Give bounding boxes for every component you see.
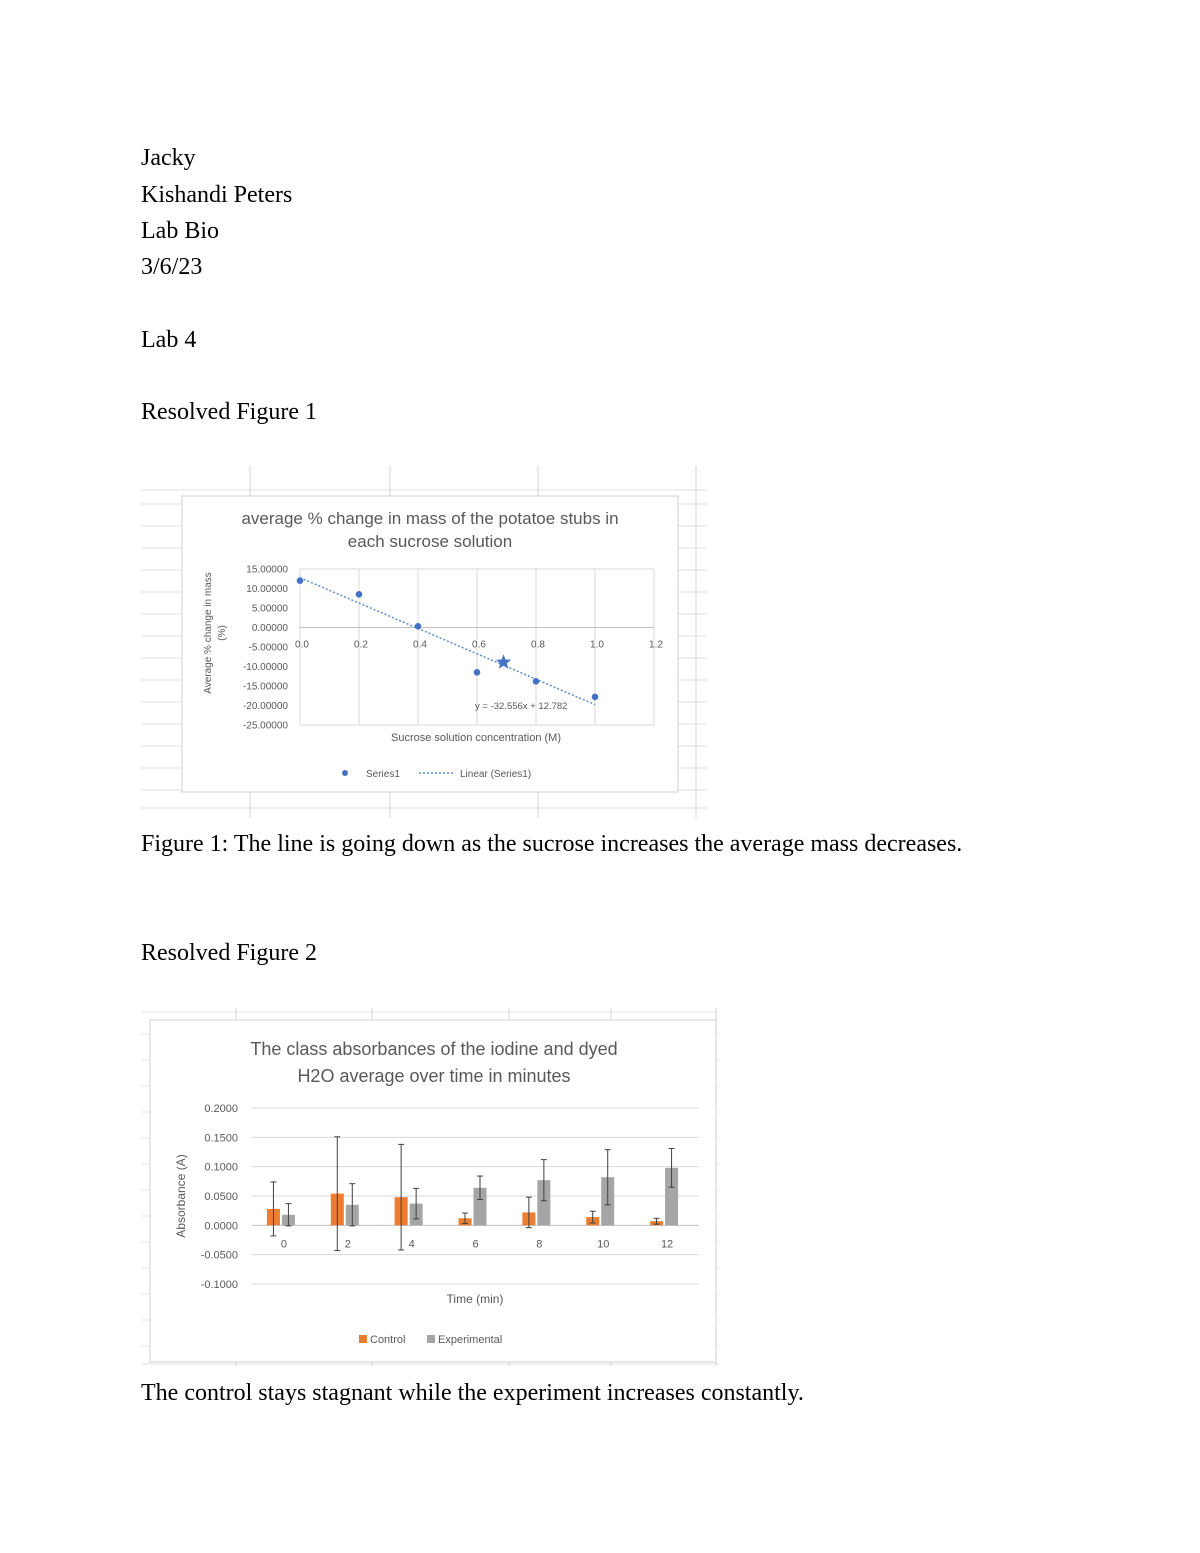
chart2-y-tick-label: 0.1500 bbox=[204, 1132, 238, 1145]
chart2-y-tick-label: 0.1000 bbox=[204, 1161, 238, 1174]
figure1-chart bbox=[141, 466, 707, 818]
chart1-x-tick-label: 1.2 bbox=[649, 639, 663, 651]
chart1-y-tick-label: 5.00000 bbox=[251, 603, 288, 615]
chart1-x-tick-label: 1.0 bbox=[590, 639, 604, 651]
date: 3/6/23 bbox=[141, 254, 203, 280]
legend-control-label: Control bbox=[370, 1334, 406, 1346]
chart1-y-tick-labels bbox=[243, 565, 288, 732]
chart1-y-tick-label: -15.00000 bbox=[242, 681, 288, 693]
chart1-x-tick-label: 0.0 bbox=[295, 639, 309, 651]
chart1-title-line2: each sucrose solution bbox=[347, 532, 513, 551]
legend-experimental-label: Experimental bbox=[438, 1334, 503, 1346]
figure2-image bbox=[141, 1008, 719, 1371]
figure1-caption: Figure 1: The line is going down as the sucrose increases the average mass decreases. bbox=[141, 831, 963, 857]
chart2-x-tick-label: 2 bbox=[344, 1238, 351, 1251]
chart2-y-tick-label: 0.2000 bbox=[204, 1103, 238, 1115]
chart1-data-point bbox=[533, 678, 540, 685]
chart1-x-tick-label: 0.2 bbox=[354, 639, 368, 651]
figure2-caption: The control stays stagnant while the experiment increases constantly. bbox=[141, 1380, 804, 1406]
chart1-data-point bbox=[356, 591, 363, 598]
chart1-data-point bbox=[415, 623, 422, 630]
chart2-y-tick-label: 0.0500 bbox=[204, 1191, 238, 1203]
legend-experimental-marker bbox=[427, 1335, 435, 1343]
chart1-y-axis-label-line2: (%) bbox=[217, 625, 228, 641]
chart1-x-tick-label: 0.4 bbox=[413, 639, 427, 651]
chart2-title-line1: The class absorbances of the iodine and dyed bbox=[250, 1039, 618, 1059]
chart2-title-line2: H2O average over time in minutes bbox=[297, 1066, 571, 1086]
student-name: Jacky bbox=[141, 145, 196, 171]
chart2-x-tick-label: 8 bbox=[536, 1238, 543, 1251]
chart1-y-tick-label: -25.00000 bbox=[242, 720, 288, 732]
chart2-y-axis-label: Absorbance (A) bbox=[174, 1154, 188, 1238]
legend-control-marker bbox=[359, 1335, 367, 1343]
chart2-y-tick-label: -0.1000 bbox=[200, 1279, 238, 1291]
chart1-y-tick-label: -10.00000 bbox=[242, 662, 288, 673]
figure2-heading: Resolved Figure 2 bbox=[141, 940, 317, 966]
chart1-y-axis-label-line1: Average % change in mass bbox=[203, 572, 214, 694]
chart2-x-tick-label: 10 bbox=[597, 1238, 610, 1251]
chart1-y-tick-label: -5.00000 bbox=[248, 642, 288, 654]
figure1-image bbox=[141, 466, 707, 823]
chart1-x-axis-label: Sucrose solution concentration (M) bbox=[391, 732, 561, 744]
lab-title: Lab 4 bbox=[141, 327, 197, 353]
chart2-x-tick-label: 4 bbox=[408, 1238, 415, 1251]
chart1-trendline-equation: y = -32.556x + 12.782 bbox=[475, 701, 568, 712]
chart1-data-point bbox=[592, 694, 599, 701]
chart1-data-point bbox=[297, 577, 304, 584]
chart2-y-tick-label: -0.0500 bbox=[200, 1249, 238, 1262]
chart1-y-tick-label: 15.00000 bbox=[246, 564, 288, 576]
chart2-x-axis-label: Time (min) bbox=[446, 1292, 504, 1306]
chart1-y-tick-label: 0.00000 bbox=[251, 623, 288, 634]
chart1-y-tick-label: 10.00000 bbox=[246, 584, 288, 595]
chart1-y-tick-label: -20.00000 bbox=[242, 701, 288, 712]
instructor-name: Kishandi Peters bbox=[141, 182, 293, 208]
chart1-x-tick-label: 0.8 bbox=[531, 639, 545, 651]
figure1-heading: Resolved Figure 1 bbox=[141, 399, 317, 425]
chart2-x-tick-label: 6 bbox=[472, 1238, 479, 1251]
chart1-x-tick-label: 0.6 bbox=[472, 639, 486, 651]
chart1-title-line1: average % change in mass of the potatoe stubs in bbox=[241, 509, 619, 528]
legend-series1-marker bbox=[342, 770, 348, 776]
chart1-data-point bbox=[474, 669, 481, 676]
chart2-x-tick-label: 0 bbox=[280, 1238, 287, 1251]
legend-linear-label: Linear (Series1) bbox=[460, 769, 532, 780]
course-name: Lab Bio bbox=[141, 218, 219, 244]
legend-series1-label: Series1 bbox=[366, 769, 400, 780]
chart2-x-tick-label: 12 bbox=[660, 1238, 674, 1251]
figure2-chart bbox=[141, 1008, 719, 1366]
chart2-y-tick-label: 0.0000 bbox=[204, 1220, 238, 1233]
